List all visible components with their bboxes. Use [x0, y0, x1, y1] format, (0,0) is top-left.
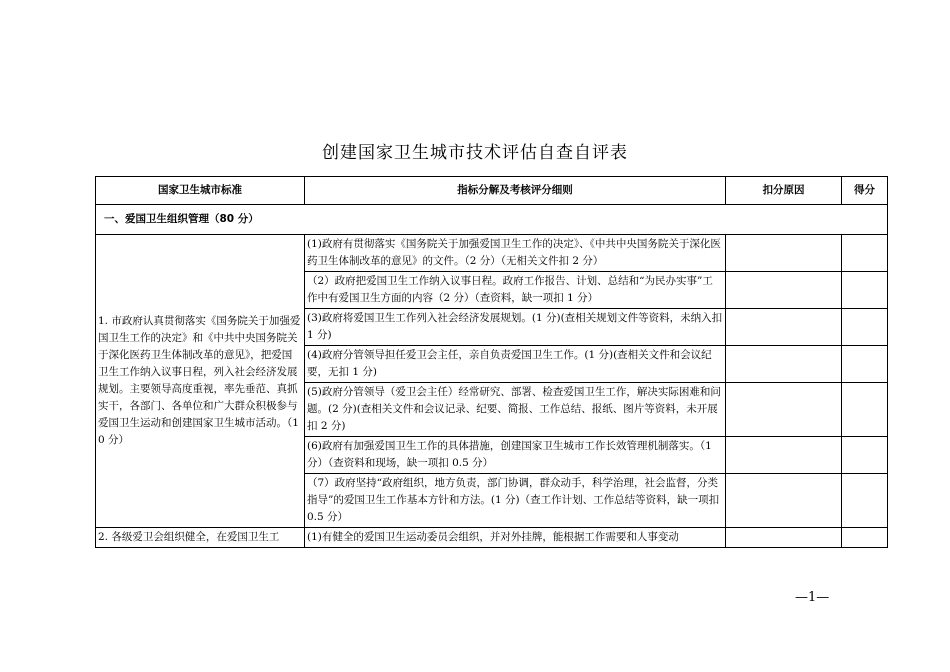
table-header-row	[96, 177, 888, 205]
score-cell	[842, 528, 888, 548]
reason-cell	[726, 309, 842, 346]
page-title: 创建国家卫生城市技术评估自查自评表	[322, 143, 628, 163]
reason-cell	[726, 383, 842, 437]
standard-cell-1: 1. 市政府认真贯彻落实《国务院关于加强爱国卫生工作的决定》和《中共中央国务院关于深化医药卫生体制改革的意见》，把爱国卫生工作纳入议事日程，列入社会经济发展规划。主要领导高度重视，率先垂范、真抓实干，各部门、各单位和广大群众积极参与爱国卫生运动和创建国家卫生城市活动。（10 分）	[96, 235, 305, 528]
reason-cell	[726, 528, 842, 548]
item-cell: (6)政府有加强爱国卫生工作的具体措施，创建国家卫生城市工作长效管理机制落实。（1 分）（查资料和现场，缺一项扣 0.5 分）	[305, 437, 726, 474]
item-cell: (1)政府有贯彻落实《国务院关于加强爱国卫生工作的决定》、《中共中央国务院关于深化医药卫生体制改革的意见》的文件。（2 分）（无相关文件扣 2 分）	[305, 235, 726, 272]
header-score: 得分	[842, 177, 888, 205]
section-row	[96, 205, 888, 235]
score-cell	[842, 383, 888, 437]
header-standard: 国家卫生城市标准	[96, 177, 305, 205]
score-cell	[842, 309, 888, 346]
item-cell: (1)有健全的爱国卫生运动委员会组织，并对外挂牌，能根据工作需要和人事变动	[305, 528, 726, 548]
header-reason: 扣分原因	[726, 177, 842, 205]
score-cell	[842, 235, 888, 272]
header-detail: 指标分解及考核评分细则	[305, 177, 726, 205]
item-cell: (3)政府将爱国卫生工作列入社会经济发展规划。(1 分)(查相关规划文件等资料，未纳入扣 1 分)	[305, 309, 726, 346]
item-cell: （7）政府坚持“政府组织，地方负责，部门协调，群众动手，科学治理，社会监督，分类指导”的爱国卫生工作基本方针和方法。(1 分)（查工作计划、工作总结等资料，缺一项扣 0.5 分）	[305, 474, 726, 528]
standard-cell-2: 2. 各级爱卫会组织健全，在爱国卫生工	[96, 528, 305, 548]
table-row	[96, 235, 888, 272]
item-cell: (5)政府分管领导（爱卫会主任）经常研究、部署、检查爱国卫生工作，解决实际困难和问题。(2 分)(查相关文件和会议记录、纪要、简报、工作总结、报纸、图片等资料，未开展扣 2 分)	[305, 383, 726, 437]
evaluation-table	[95, 176, 888, 548]
item-cell: (4)政府分管领导担任爱卫会主任，亲自负责爱国卫生工作。(1 分)(查相关文件和会议纪要，无扣 1 分)	[305, 346, 726, 383]
score-cell	[842, 474, 888, 528]
section-title: 一、爱国卫生组织管理（80 分）	[96, 205, 888, 235]
score-cell	[842, 437, 888, 474]
page-number: —1—	[795, 590, 830, 605]
score-cell	[842, 272, 888, 309]
item-cell: （2）政府把爱国卫生工作纳入议事日程。政府工作报告、计划、总结和“为民办实事”工作中有爱国卫生方面的内容（2 分）（查资料，缺一项扣 1 分）	[305, 272, 726, 309]
score-cell	[842, 346, 888, 383]
reason-cell	[726, 474, 842, 528]
reason-cell	[726, 346, 842, 383]
reason-cell	[726, 437, 842, 474]
table-row	[96, 528, 888, 548]
reason-cell	[726, 272, 842, 309]
reason-cell	[726, 235, 842, 272]
